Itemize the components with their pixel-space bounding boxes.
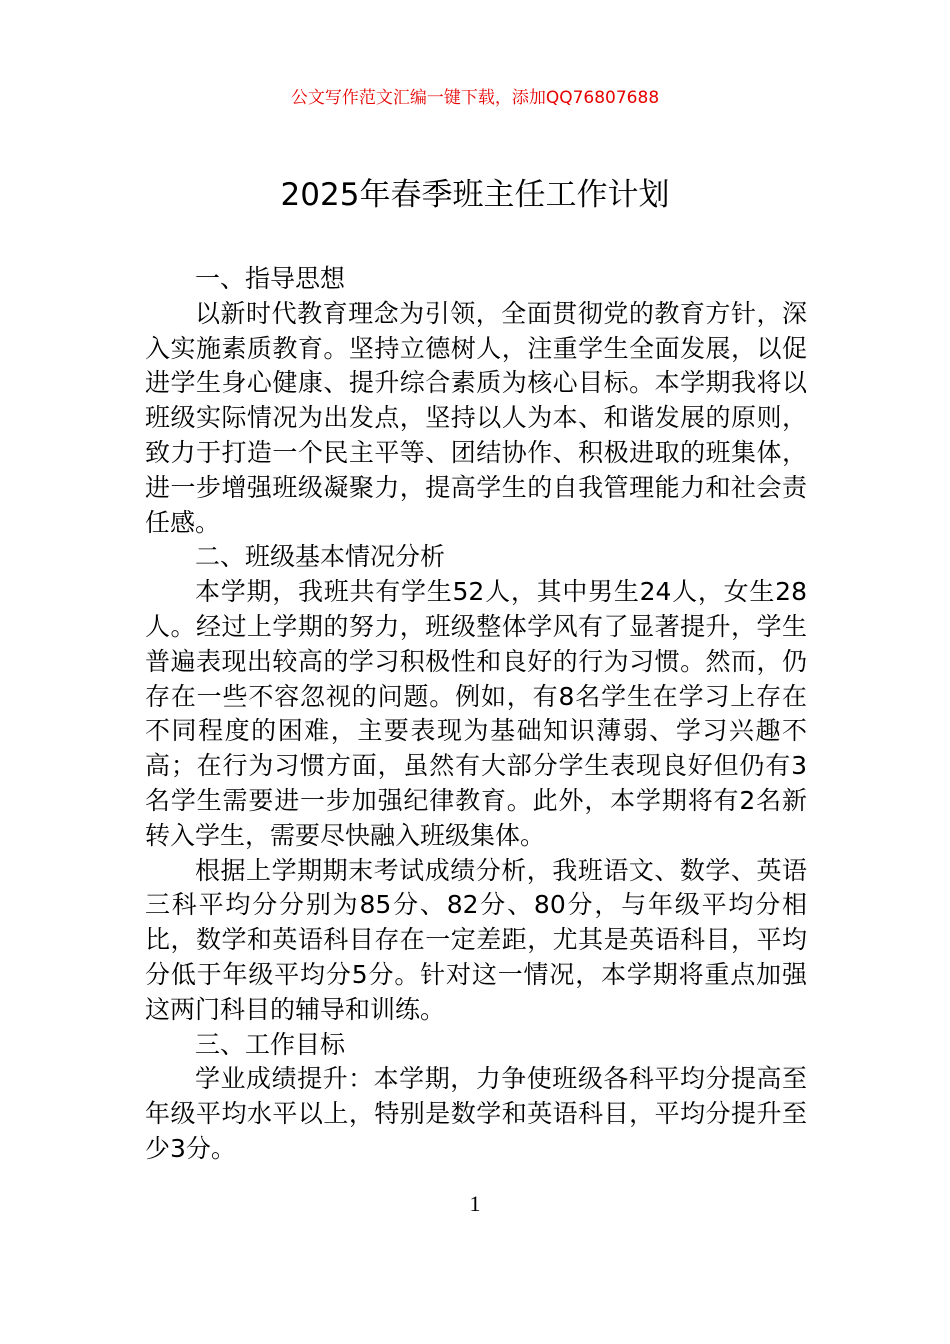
document-title: 2025年春季班主任工作计划 (280, 177, 670, 213)
download-ad-banner: 公文写作范文汇编一键下载，添加QQ76807688 (290, 88, 660, 108)
section-heading-work-goals: 三、工作目标 (195, 1029, 346, 1059)
paragraph-guiding-ideology: 以新时代教育理念为引领，全面贯彻党的教育方针，深入实施素质教育。坚持立德树人，注重学生全面发展，以促进学生身心健康、提升综合素质为核心目标。本学期我将以班级实际情况为出发点，坚持以人为本、和谐发展的原则，致力于打造一个民主平等、团结协作、积极进取的班集体，进一步增强班级凝聚力，提高学生的自我管理能力和社会责任感。 (145, 298, 807, 537)
paragraph-exam-analysis: 根据上学期期末考试成绩分析，我班语文、数学、英语三科平均分分别为85分、82分、80分，与年级平均分相比，数学和英语科目存在一定差距，尤其是英语科目，平均分低于年级平均分5分。针对这一情况，本学期将重点加强这两门科目的辅导和训练。 (145, 855, 807, 1024)
section-heading-guiding-ideology: 一、指导思想 (195, 264, 346, 293)
document-body (145, 262, 807, 1167)
section-heading-class-analysis: 二、班级基本情况分析 (195, 542, 446, 572)
paragraph-academic-goal: 学业成绩提升：本学期，力争使班级各科平均分提高至年级平均水平以上，特别是数学和英语科目，平均分提升至少3分。 (145, 1064, 807, 1163)
page-number: 1 (469, 1191, 481, 1216)
paragraph-class-situation: 本学期，我班共有学生52人，其中男生24人，女生28人。经过上学期的努力，班级整体学风有了显著提升，学生普遍表现出较高的学习积极性和良好的行为习惯。然而，仍存在一些不容忽视的问题。例如，有8名学生在学习上存在不同程度的困难，主要表现为基础知识薄弱、学习兴趣不高；在行为习惯方面，虽然有大部分学生表现良好但仍有3名学生需要进一步加强纪律教育。此外，本学期将有2名新转入学生，需要尽快融入班级集体。 (145, 577, 807, 850)
